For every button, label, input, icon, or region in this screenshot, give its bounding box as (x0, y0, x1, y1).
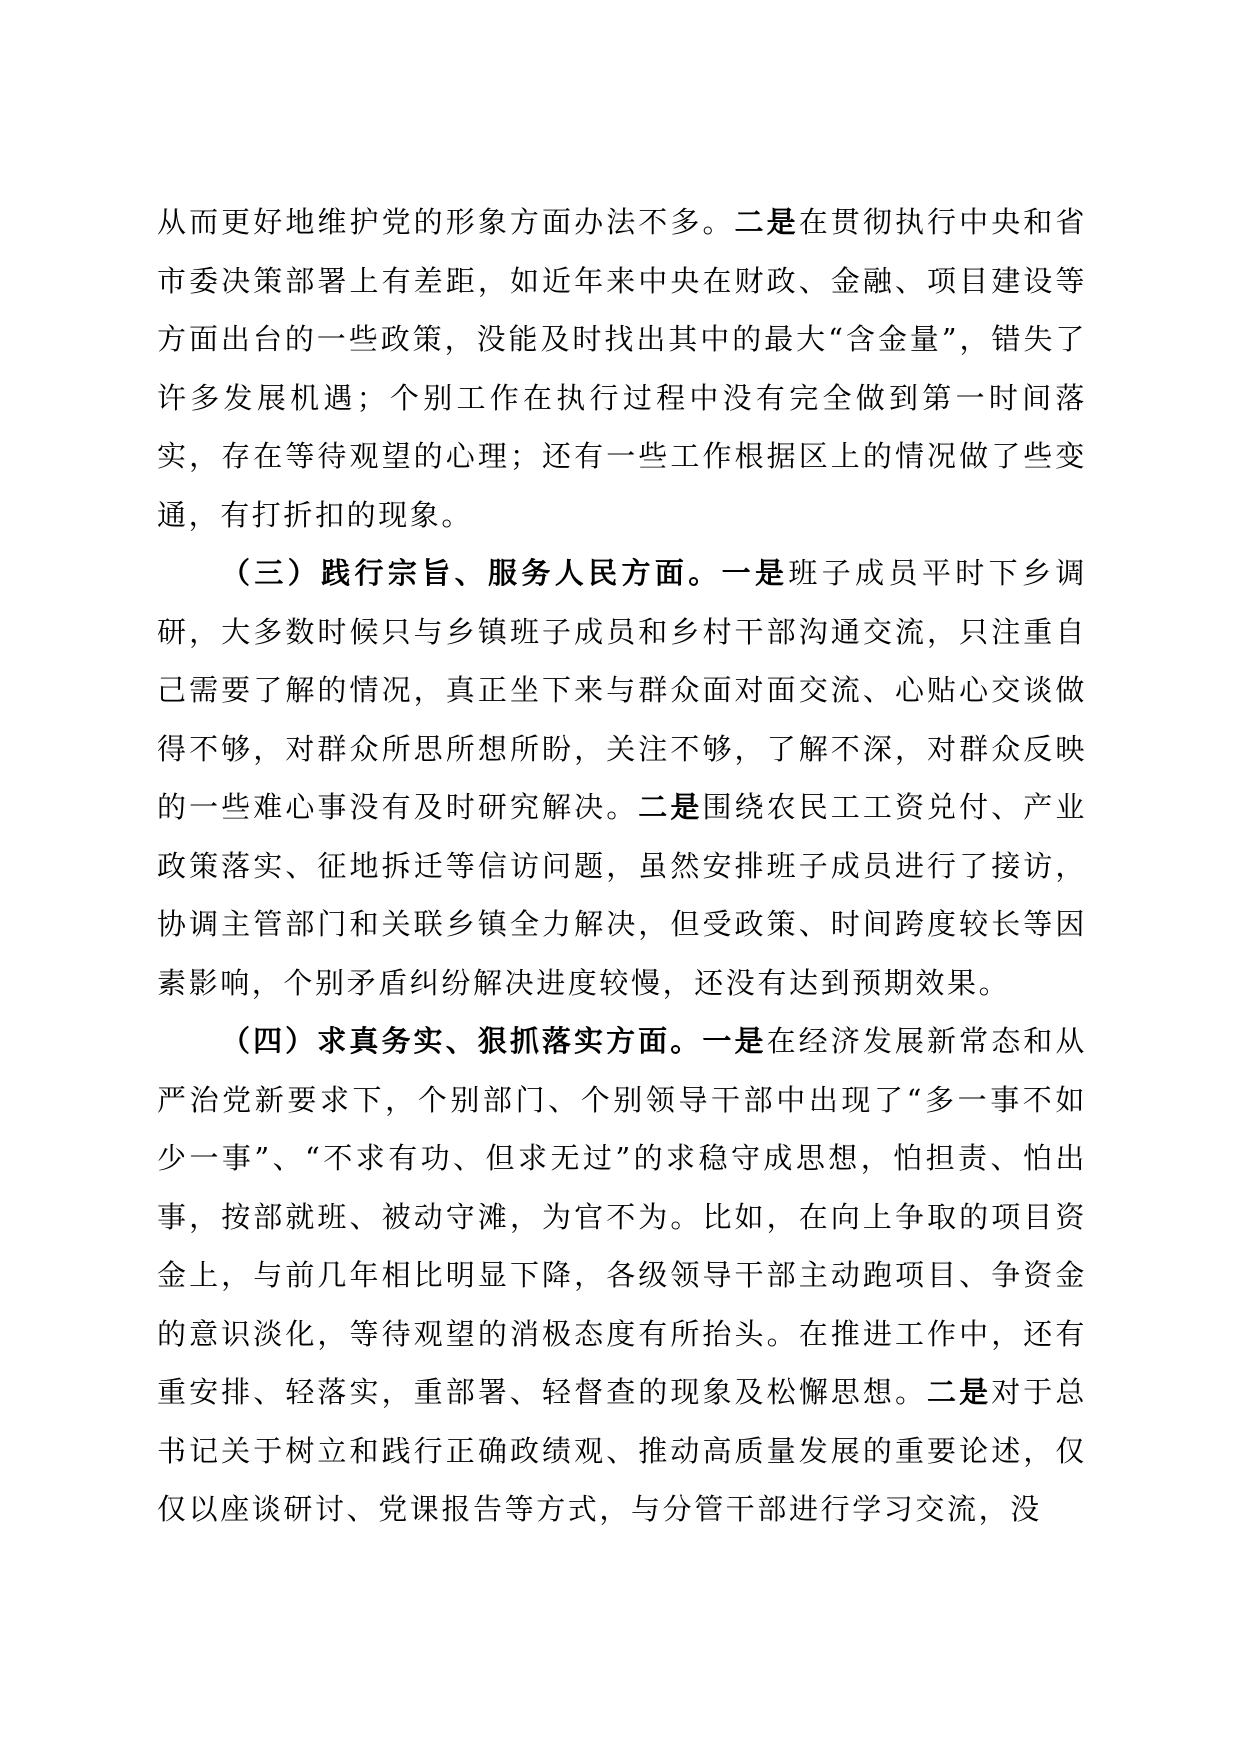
bold-run: 一是 (702, 1024, 767, 1058)
section-heading: （四）求真务实、狠抓落实方面。 (221, 1024, 703, 1058)
section-heading: （三）践行宗旨、服务人民方面。 (221, 556, 722, 590)
text-run: 围绕农民工工资兑付、产业政策落实、征地拆迁等信访问题，虽然安排班子成员进行了接访，协调主管部门和关联乡镇全力解决，但受政策、时间跨度较长等因素影响，个别矛盾纠纷解决进度较慢，还没有达到预期效果。 (157, 790, 1087, 1000)
text-run: 在经济发展新常态和从严治党新要求下，个别部门、个别领导干部中出现了“多一事不如少一事”、“不求有功、但求无过”的求稳守成思想，怕担责、怕出事，按部就班、被动守滩，为官不为。比如，在向上争取的项目资金上，与前几年相比明显下降，各级领导干部主动跑项目、争资金的意识淡化，等待观望的消极态度有所抬头。在推进工作中，还有重安排、轻落实，重部署、轻督查的现象及松懈思想。 (157, 1024, 1087, 1409)
paragraph-section-3 (157, 544, 1087, 1012)
bold-run: 二是 (638, 790, 703, 824)
text-run: 班子成员平时下乡调研，大多数时候只与乡镇班子成员和乡村干部沟通交流，只注重自己需要了解的情况，真正坐下来与群众面对面交流、心贴心交谈做得不够，对群众所思所想所盼，关注不够，了解不深，对群众反映的一些难心事没有及时研究解决。 (157, 556, 1088, 824)
document-body (157, 193, 1087, 1539)
text-run: 在贯彻执行中央和省市委决策部署上有差距，如近年来中央在财政、金融、项目建设等方面出台的一些政策，没能及时找出其中的最大“含金量”，错失了许多发展机遇；个别工作在执行过程中没有完全做到第一时间落实，存在等待观望的心理；还有一些工作根据区上的情况做了些变通，有打折扣的现象。 (157, 205, 1087, 532)
bold-run: 一是 (721, 556, 789, 590)
paragraph-continuation (157, 193, 1087, 544)
bold-run: 二是 (734, 205, 799, 239)
text-run: 对于总书记关于树立和践行正确政绩观、推动高质量发展的重要论述，仅仅以座谈研讨、党课报告等方式，与分管干部进行学习交流，没 (157, 1375, 1087, 1526)
bold-run: 二是 (927, 1375, 992, 1409)
text-run: 从而更好地维护党的形象方面办法不多。 (157, 205, 735, 239)
paragraph-section-4 (157, 1012, 1087, 1539)
